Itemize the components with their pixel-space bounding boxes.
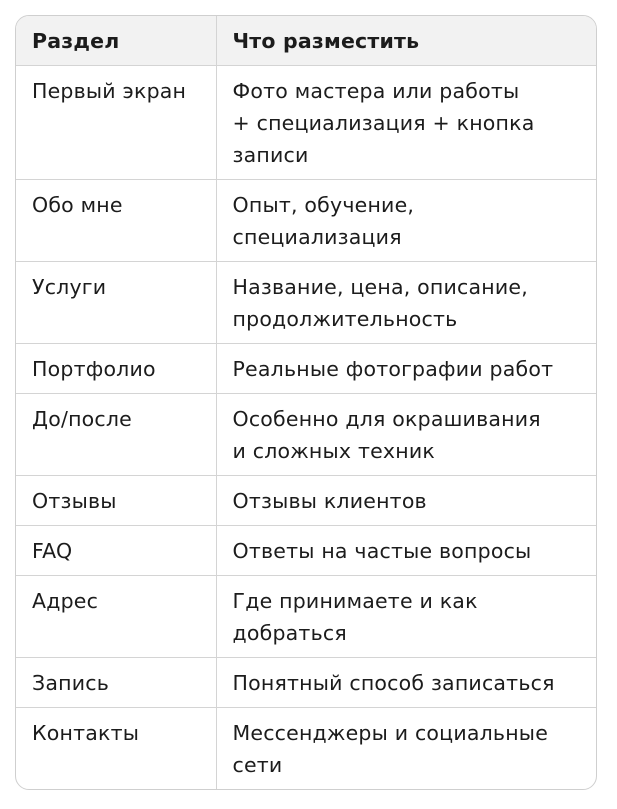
section-cell: Первый экран: [16, 66, 216, 180]
content-cell: [216, 262, 596, 344]
table-row: [16, 180, 596, 262]
content-line: записи: [232, 143, 309, 167]
content-line: добраться: [232, 621, 347, 645]
content-line: Мессенджеры и социальные: [232, 721, 549, 745]
content-table: [16, 16, 596, 789]
content-line: Отзывы клиентов: [232, 489, 427, 513]
content-table-container: [15, 15, 597, 790]
header-section: Раздел: [16, 16, 216, 66]
table-row: [16, 66, 596, 180]
content-cell: [216, 576, 596, 658]
content-line: Фото мастера или работы: [232, 79, 520, 103]
content-line: Ответы на частые вопросы: [232, 539, 532, 563]
section-cell: Контакты: [16, 708, 216, 790]
section-cell: Портфолио: [16, 344, 216, 394]
section-cell: Отзывы: [16, 476, 216, 526]
content-line: Название, цена, описание,: [232, 275, 528, 299]
content-cell: [216, 180, 596, 262]
content-line: продолжительность: [232, 307, 458, 331]
content-line: и сложных техник: [232, 439, 435, 463]
content-line: Опыт, обучение,: [232, 193, 415, 217]
content-line: Особенно для окрашивания: [232, 407, 541, 431]
table-row: [16, 708, 596, 790]
section-cell: Услуги: [16, 262, 216, 344]
table-row: [16, 526, 596, 576]
content-cell: [216, 526, 596, 576]
section-cell: Обо мне: [16, 180, 216, 262]
table-row: [16, 344, 596, 394]
content-cell: [216, 66, 596, 180]
table-header-row: [16, 16, 596, 66]
content-cell: [216, 344, 596, 394]
content-cell: [216, 476, 596, 526]
content-line: специализация: [232, 225, 402, 249]
section-cell: FAQ: [16, 526, 216, 576]
content-line: + специализация + кнопка: [232, 111, 535, 135]
table-row: [16, 576, 596, 658]
content-cell: [216, 394, 596, 476]
table-row: [16, 658, 596, 708]
section-cell: До/после: [16, 394, 216, 476]
content-cell: [216, 658, 596, 708]
table-row: [16, 394, 596, 476]
content-line: Понятный способ записаться: [232, 671, 555, 695]
section-cell: Адрес: [16, 576, 216, 658]
content-line: Реальные фотографии работ: [232, 357, 554, 381]
header-content: Что разместить: [216, 16, 596, 66]
content-line: Где принимаете и как: [232, 589, 478, 613]
table-row: [16, 476, 596, 526]
table-row: [16, 262, 596, 344]
content-line: сети: [232, 753, 283, 777]
section-cell: Запись: [16, 658, 216, 708]
content-cell: [216, 708, 596, 790]
